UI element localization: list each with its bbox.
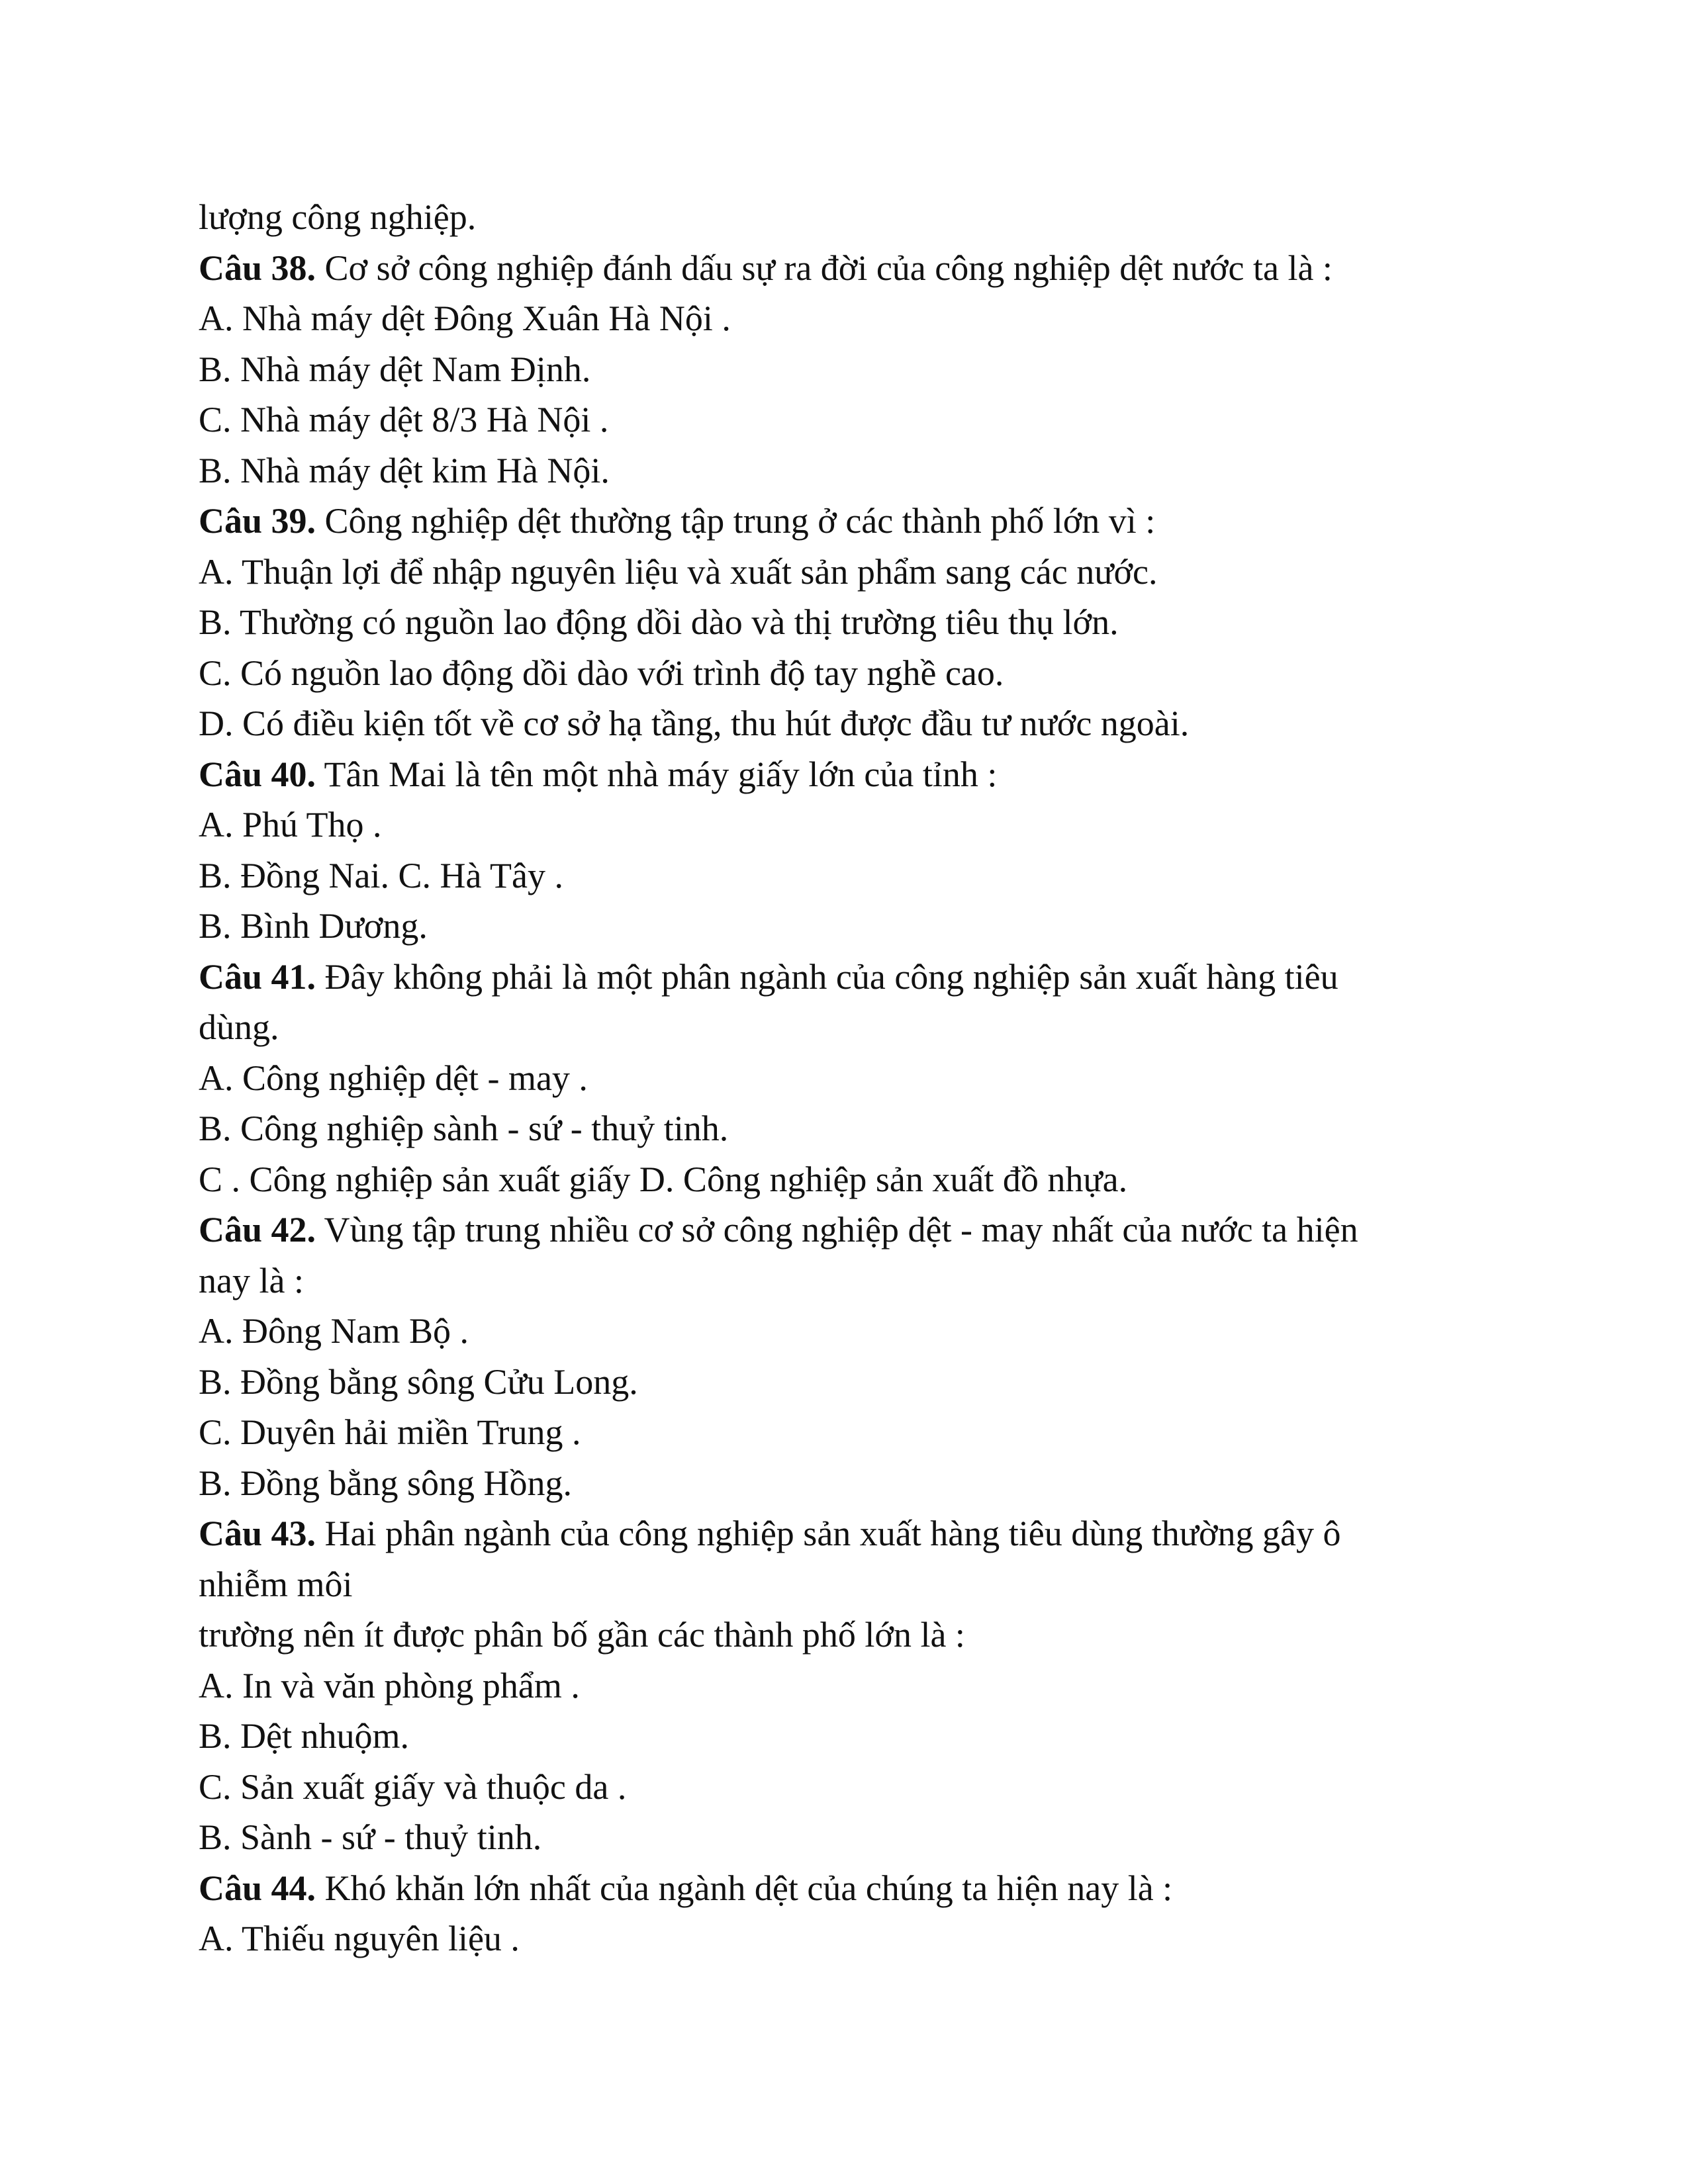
option: B. Công nghiệp sành - sứ - thuỷ tinh. (199, 1109, 729, 1148)
option: A. Thiếu nguyên liệu . (199, 1919, 520, 1958)
question-38 (199, 243, 1489, 294)
question-prompt: Đây không phải là một phân ngành của công nghiệp sản xuất hàng tiêu (316, 956, 1338, 997)
option: B. Nhà máy dệt Nam Định. (199, 349, 591, 389)
option: B. Sành - sứ - thuỷ tinh. (199, 1817, 542, 1857)
option: B. Thường có nguồn lao động dồi dào và thị trường tiêu thụ lớn. (199, 602, 1119, 642)
option: A. Đông Nam Bộ . (199, 1311, 469, 1351)
option: C. Nhà máy dệt 8/3 Hà Nội . (199, 400, 609, 439)
question-prompt-continued: dùng. (199, 1007, 279, 1047)
option: B. Đồng Nai. C. Hà Tây . (199, 855, 563, 895)
lead-line: lượng công nghiệp. (199, 197, 477, 237)
question-prompt: Công nghiệp dệt thường tập trung ở các thành phố lớn vì : (316, 501, 1156, 541)
question-number: Câu 38. (199, 248, 316, 288)
option: A. Nhà máy dệt Đông Xuân Hà Nội . (199, 298, 731, 338)
question-42 (199, 1205, 1489, 1255)
question-number: Câu 41. (199, 956, 316, 997)
option: B. Dệt nhuộm. (199, 1716, 409, 1756)
question-43 (199, 1508, 1489, 1559)
question-number: Câu 39. (199, 501, 316, 541)
question-prompt: Khó khăn lớn nhất của ngành dệt của chúng ta hiện nay là : (316, 1868, 1173, 1908)
option: C. Duyên hải miền Trung . (199, 1412, 581, 1452)
question-prompt: Hai phân ngành của công nghiệp sản xuất hàng tiêu dùng thường gây ô (316, 1514, 1341, 1553)
question-prompt-continued: trường nên ít được phân bố gần các thành phố lớn là : (199, 1615, 965, 1655)
question-41 (199, 952, 1489, 1003)
question-39 (199, 496, 1489, 547)
option: B. Bình Dương. (199, 906, 428, 946)
option: C . Công nghiệp sản xuất giấy D. Công nghiệp sản xuất đồ nhựa. (199, 1159, 1128, 1199)
question-prompt-continued: nhiễm môi (199, 1564, 353, 1604)
option: A. Phú Thọ . (199, 805, 382, 844)
question-prompt-continued: nay là : (199, 1260, 304, 1300)
document-page (199, 192, 1489, 1964)
question-prompt: Cơ sở công nghiệp đánh dấu sự ra đời của công nghiệp dệt nước ta là : (316, 248, 1333, 288)
question-number: Câu 44. (199, 1868, 316, 1908)
question-number: Câu 42. (199, 1210, 316, 1250)
option: A. Công nghiệp dệt - may . (199, 1058, 588, 1098)
question-prompt: Vùng tập trung nhiều cơ sở công nghiệp dệt - may nhất của nước ta hiện (316, 1210, 1358, 1250)
option: A. Thuận lợi để nhập nguyên liệu và xuất sản phẩm sang các nước. (199, 551, 1158, 592)
question-40 (199, 749, 1489, 800)
option: B. Nhà máy dệt kim Hà Nội. (199, 450, 610, 490)
option: C. Sản xuất giấy và thuộc da . (199, 1766, 627, 1807)
option: B. Đồng bằng sông Hồng. (199, 1463, 572, 1503)
question-prompt: Tân Mai là tên một nhà máy giấy lớn của tỉnh : (316, 754, 998, 794)
option: A. In và văn phòng phẩm . (199, 1665, 580, 1706)
option: D. Có điều kiện tốt về cơ sở hạ tầng, thu hút được đầu tư nước ngoài. (199, 704, 1190, 743)
option: C. Có nguồn lao động dồi dào với trình độ tay nghề cao. (199, 653, 1004, 693)
option: B. Đồng bằng sông Cửu Long. (199, 1361, 638, 1402)
question-number: Câu 40. (199, 754, 316, 794)
question-number: Câu 43. (199, 1514, 316, 1553)
question-44 (199, 1863, 1489, 1914)
